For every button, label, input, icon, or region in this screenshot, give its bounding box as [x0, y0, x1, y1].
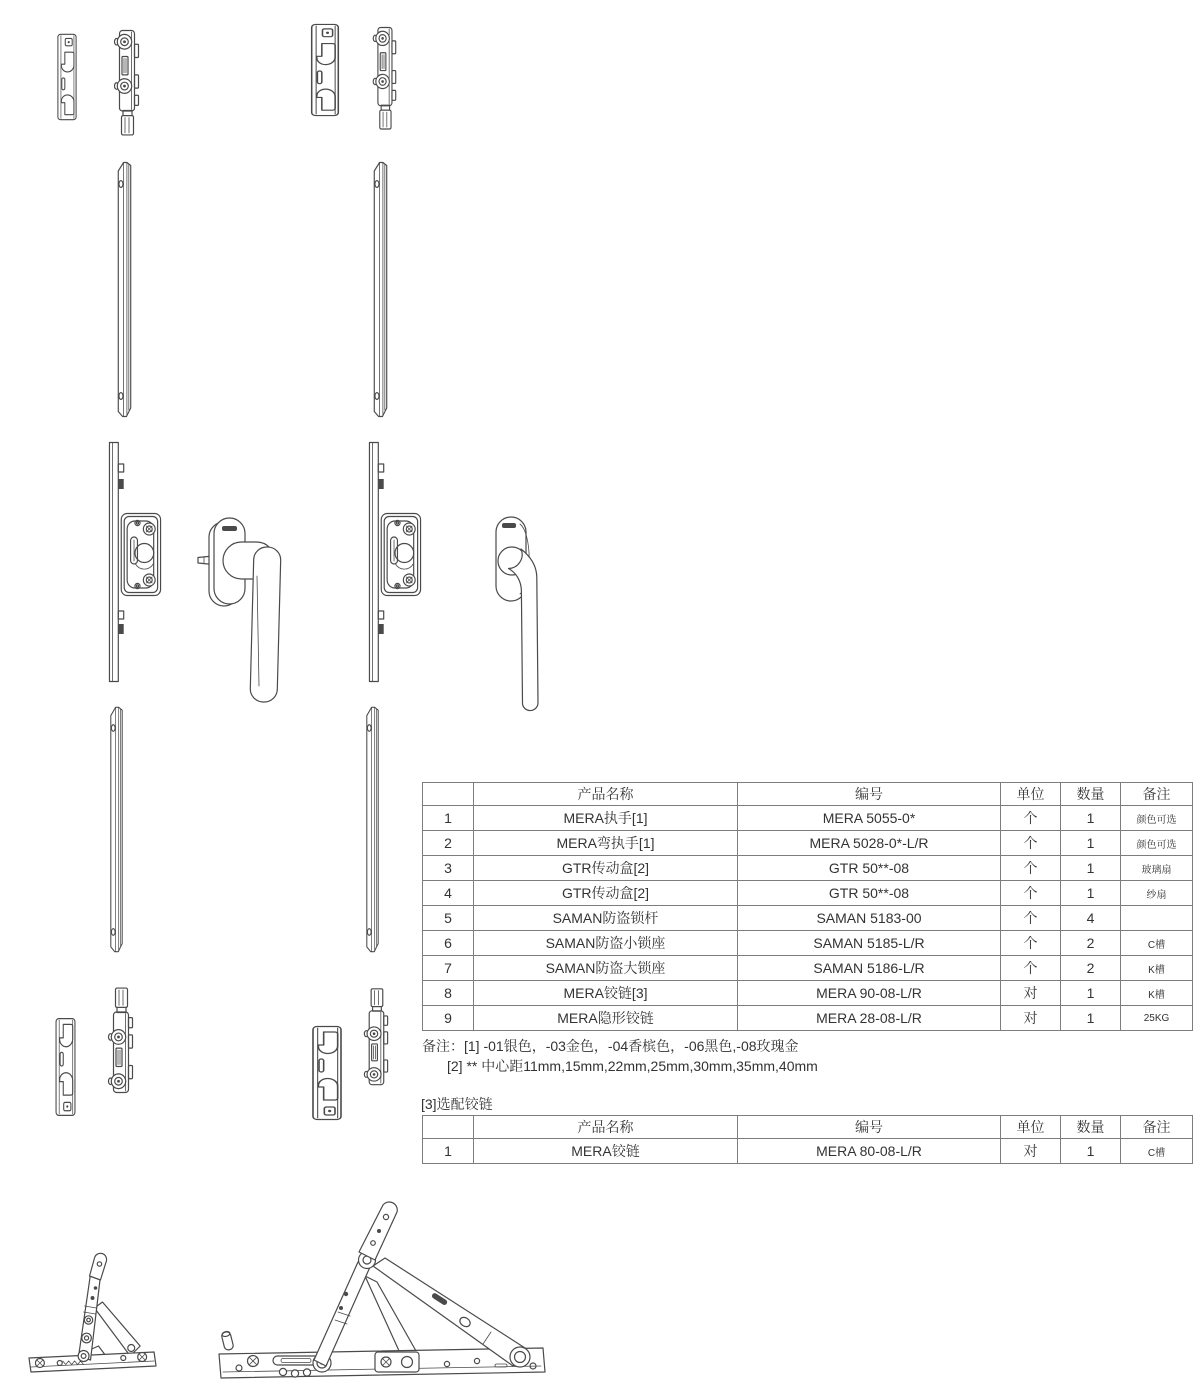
table-cell: MERA隐形铰链	[474, 1006, 738, 1031]
table-cell: 2	[423, 831, 474, 856]
table-cell: C槽	[1121, 1139, 1193, 1164]
table-cell: SAMAN防盗锁杆	[474, 906, 738, 931]
table-cell: 个	[1001, 856, 1061, 881]
lock-rod-drawing	[362, 703, 383, 957]
column-header	[423, 783, 474, 806]
table-cell: 个	[1001, 831, 1061, 856]
table-cell: 颜色可选	[1121, 806, 1193, 831]
table-row	[423, 906, 1193, 931]
column-header: 编号	[738, 783, 1001, 806]
table-row	[423, 806, 1193, 831]
column-header: 单位	[1001, 1116, 1061, 1139]
table-cell: 个	[1001, 806, 1061, 831]
table-row	[423, 1139, 1193, 1164]
lock-keeper-drawing	[306, 22, 344, 118]
table-row	[423, 881, 1193, 906]
note-center-distance: [2] ** 中心距11mm,15mm,22mm,25mm,30mm,35mm,40mm	[447, 1058, 818, 1074]
parts-table	[422, 782, 1193, 1031]
lock-rod-drawing	[113, 158, 136, 422]
table-cell: 9	[423, 1006, 474, 1031]
lock-rod-drawing	[106, 703, 127, 957]
table-cell: 个	[1001, 906, 1061, 931]
table-cell: MERA弯执手[1]	[474, 831, 738, 856]
table-cell: 颜色可选	[1121, 831, 1193, 856]
table-cell: 对	[1001, 1139, 1061, 1164]
table-cell: 1	[1061, 831, 1121, 856]
table-cell: MERA 90-08-L/R	[738, 981, 1001, 1006]
table-cell: 个	[1001, 956, 1061, 981]
table-cell: SAMAN防盗小锁座	[474, 931, 738, 956]
table-cell: GTR传动盒[2]	[474, 881, 738, 906]
table-cell: MERA 80-08-L/R	[738, 1139, 1001, 1164]
table-cell: GTR 50**-08	[738, 856, 1001, 881]
column-header: 单位	[1001, 783, 1061, 806]
table-cell: GTR 50**-08	[738, 881, 1001, 906]
table-row	[423, 981, 1193, 1006]
table-row	[423, 931, 1193, 956]
table-cell: 1	[423, 806, 474, 831]
table-cell: 1	[1061, 806, 1121, 831]
table-cell: 对	[1001, 1006, 1061, 1031]
optional-table-header-row	[423, 1116, 1193, 1139]
table-cell: 3	[423, 856, 474, 881]
table-cell: 8	[423, 981, 474, 1006]
lock-keeper-drawing	[54, 32, 80, 122]
column-header: 数量	[1061, 1116, 1121, 1139]
table-cell: 2	[1061, 931, 1121, 956]
lock-point-block-drawing	[360, 986, 391, 1087]
gearbox-drawing	[107, 441, 164, 683]
table-cell: 2	[1061, 956, 1121, 981]
table-cell: SAMAN 5183-00	[738, 906, 1001, 931]
lock-rod-drawing	[369, 158, 392, 422]
gearbox-drawing	[367, 441, 424, 683]
column-header: 产品名称	[474, 783, 738, 806]
note-optional-hinge-label: [3]选配铰链	[421, 1096, 493, 1112]
table-cell: 25KG	[1121, 1006, 1193, 1031]
table-cell: 纱扇	[1121, 881, 1193, 906]
table-cell: MERA执手[1]	[474, 806, 738, 831]
table-cell: 6	[423, 931, 474, 956]
lock-keeper-drawing	[52, 1016, 79, 1118]
parts-table-header-row	[423, 783, 1193, 806]
table-cell: 4	[423, 881, 474, 906]
table-cell	[1121, 906, 1193, 931]
table-cell: 1	[1061, 1139, 1121, 1164]
lock-point-block-drawing	[369, 25, 399, 132]
table-cell: 1	[1061, 856, 1121, 881]
table-cell: 对	[1001, 981, 1061, 1006]
table-cell: MERA 28-08-L/R	[738, 1006, 1001, 1031]
table-cell: 个	[1001, 931, 1061, 956]
table-cell: K槽	[1121, 956, 1193, 981]
lock-point-block-drawing	[104, 985, 136, 1095]
table-cell: 玻璃扇	[1121, 856, 1193, 881]
table-cell: 1	[423, 1139, 474, 1164]
table-cell: MERA 5055-0*	[738, 806, 1001, 831]
table-cell: 4	[1061, 906, 1121, 931]
column-header: 产品名称	[474, 1116, 738, 1139]
table-cell: 7	[423, 956, 474, 981]
table-row	[423, 1006, 1193, 1031]
lock-keeper-drawing	[307, 1024, 347, 1122]
column-header: 备注	[1121, 1116, 1193, 1139]
table-cell: SAMAN 5185-L/R	[738, 931, 1001, 956]
table-cell: MERA 5028-0*-L/R	[738, 831, 1001, 856]
table-cell: 1	[1061, 981, 1121, 1006]
column-header: 数量	[1061, 783, 1121, 806]
table-row	[423, 831, 1193, 856]
table-cell: SAMAN防盗大锁座	[474, 956, 738, 981]
column-header	[423, 1116, 474, 1139]
table-cell: MERA铰链[3]	[474, 981, 738, 1006]
optional-hinge-table	[422, 1115, 1193, 1164]
note-colors: 备注：[1] -01银色，-03金色，-04香槟色，-06黑色,-08玫瑰金	[422, 1038, 799, 1054]
table-row	[423, 856, 1193, 881]
table-cell: GTR传动盒[2]	[474, 856, 738, 881]
table-cell: SAMAN 5186-L/R	[738, 956, 1001, 981]
column-header: 备注	[1121, 783, 1193, 806]
table-cell: MERA铰链	[474, 1139, 738, 1164]
table-cell: 1	[1061, 1006, 1121, 1031]
table-row	[423, 956, 1193, 981]
window-handle-straight-drawing	[195, 514, 287, 706]
window-handle-curved-drawing	[493, 515, 549, 721]
friction-hinge-small-drawing	[27, 1250, 161, 1382]
column-header: 编号	[738, 1116, 1001, 1139]
table-cell: 1	[1061, 881, 1121, 906]
friction-hinge-large-drawing	[215, 1196, 550, 1392]
lock-point-block-drawing	[110, 28, 142, 138]
table-cell: C槽	[1121, 931, 1193, 956]
table-cell: 5	[423, 906, 474, 931]
table-cell: 个	[1001, 881, 1061, 906]
table-cell: K槽	[1121, 981, 1193, 1006]
